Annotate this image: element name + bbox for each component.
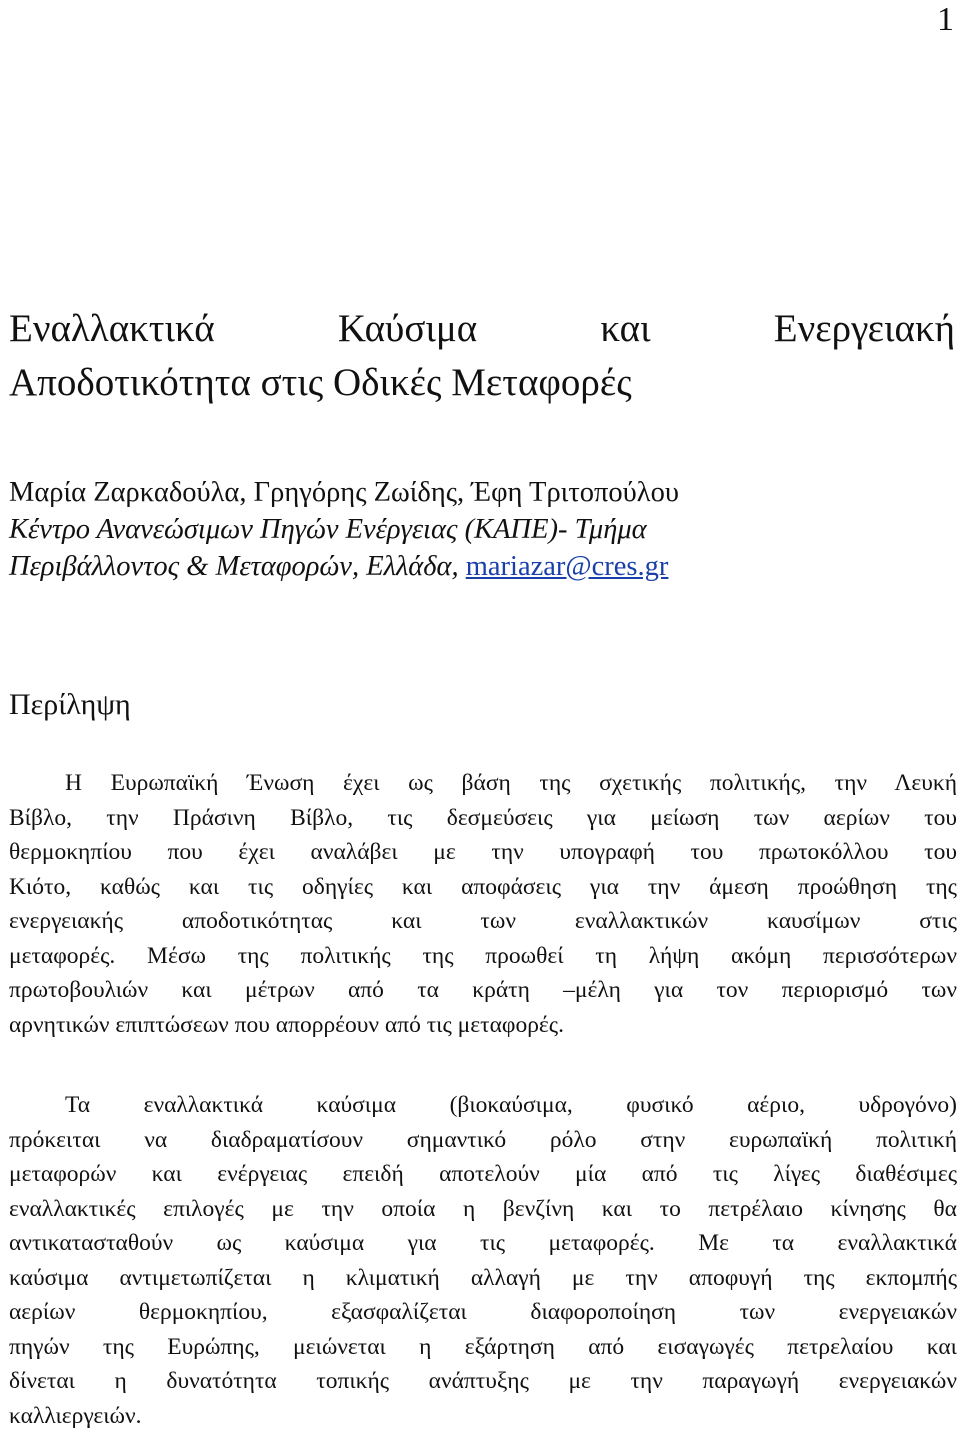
affiliation-line-1: Κέντρο Ανανεώσιμων Πηγών Ενέργειας (ΚΑΠΕ)- Τμήμα [9, 514, 647, 545]
paragraph-line: αρνητικών επιπτώσεων που απορρέουν από τις μεταφορές. [9, 1011, 564, 1038]
paragraph-line: πρωτοβουλιών και μέτρων από τα κράτη –μέλη για τον περιορισμό των [9, 977, 957, 1003]
paragraph-line: αερίων θερμοκηπίου, εξασφαλίζεται διαφοροποίηση των ενεργειακών [9, 1299, 957, 1325]
paragraph-line: Βίβλο, την Πράσινη Βίβλο, τις δεσμεύσεις για μείωση των αερίων του [9, 804, 957, 831]
paragraph-line: δίνεται η δυνατότητα τοπικής ανάπτυξης με την παραγωγή ενεργειακών [9, 1368, 957, 1394]
paragraph-line: πηγών της Ευρώπης, μειώνεται η εξάρτηση από εισαγωγές πετρελαίου και [9, 1333, 957, 1360]
paragraph-line: αντικατασταθούν ως καύσιμα για τις μεταφορές. Με τα εναλλακτικά [9, 1230, 957, 1256]
affiliation-line-2-text: Περιβάλλοντος & Μεταφορών, Ελλάδα, [9, 551, 466, 582]
email-link[interactable]: mariazar@cres.gr [465, 551, 669, 582]
paragraph-line: πρόκειται να διαδραματίσουν σημαντικό ρόλο στην ευρωπαϊκή πολιτική [9, 1126, 957, 1153]
paragraph-line: μεταφορές. Μέσω της πολιτικής της προωθεί τη λήψη ακόμη περισσότερων [9, 942, 957, 969]
abstract-paragraph-2 [9, 1088, 957, 1433]
paragraph-line: εναλλακτικές επιλογές με την οποία η βενζίνη και το πετρέλαιο κίνησης θα [9, 1195, 957, 1222]
title-line-1: Εναλλακτικά Καύσιμα και Ενεργειακή [9, 307, 955, 350]
paragraph-line: ενεργειακής αποδοτικότητας και των εναλλακτικών καυσίμων στις [9, 908, 957, 934]
paragraph-line: Η Ευρωπαϊκή Ένωση έχει ως βάση της σχετικής πολιτικής, την Λευκή [65, 770, 957, 796]
paragraph-line: Κιότο, καθώς και τις οδηγίες και αποφάσεις για την άμεση προώθηση της [9, 873, 957, 900]
affiliation-line-2 [9, 548, 955, 585]
page-number: 1 [937, 1, 954, 38]
paragraph-line: μεταφορών και ενέργειας επειδή αποτελούν μία από τις λίγες διαθέσιμες [9, 1161, 957, 1187]
paragraph-line: θερμοκηπίου που έχει αναλάβει με την υπογραφή του πρωτοκόλλου του [9, 839, 957, 865]
title-line-2: Αποδοτικότητα στις Οδικές Μεταφορές [9, 361, 632, 404]
abstract-heading: Περίληψη [9, 688, 131, 721]
abstract-paragraph-1 [9, 766, 957, 1042]
authors-block [9, 474, 955, 585]
paragraph-line: καλλιεργειών. [9, 1402, 142, 1429]
page-title [9, 302, 955, 410]
paragraph-line: καύσιμα αντιμετωπίζεται η κλιματική αλλαγή με την αποφυγή της εκπομπής [9, 1264, 957, 1291]
author-list: Μαρία Ζαρκαδούλα, Γρηγόρης Ζωίδης, Έφη Τριτοπούλου [9, 477, 679, 508]
paragraph-line: Τα εναλλακτικά καύσιμα (βιοκαύσιμα, φυσικό αέριο, υδρογόνο) [65, 1092, 957, 1118]
